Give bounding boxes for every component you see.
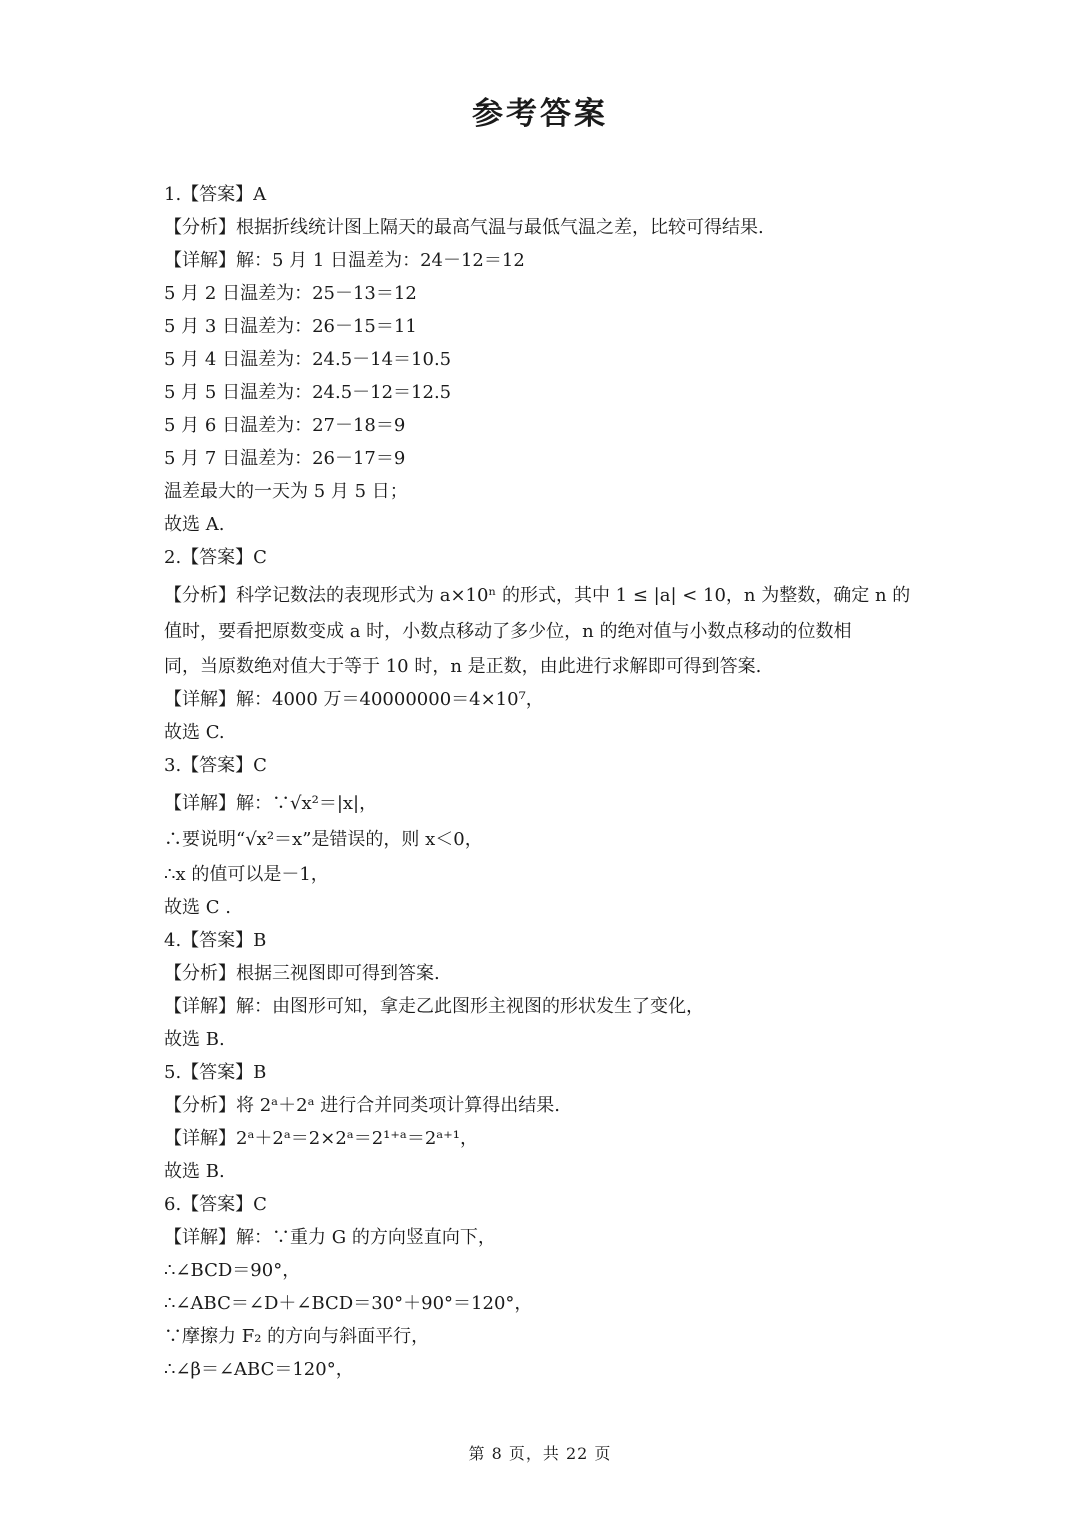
answer-line: 5 月 7 日温差为：26－17＝9 — [164, 448, 406, 469]
answer-line: 5.【答案】B — [164, 1062, 267, 1083]
page-title: 参考答案 — [472, 96, 608, 132]
answer-line: 故选 C . — [164, 897, 231, 918]
answer-line: 【分析】根据折线统计图上隔天的最高气温与最低气温之差，比较可得结果. — [164, 217, 764, 238]
answer-line: 故选 C. — [164, 722, 225, 743]
answer-line: 故选 B. — [164, 1029, 225, 1050]
answer-line: 4.【答案】B — [164, 930, 267, 951]
answer-line: 6.【答案】C — [164, 1194, 267, 1215]
answer-line: 温差最大的一天为 5 月 5 日； — [164, 481, 408, 502]
answer-line: 【分析】将 2ᵃ＋2ᵃ 进行合并同类项计算得出结果. — [164, 1095, 560, 1116]
answer-line: 故选 A. — [164, 514, 225, 535]
answer-line: 5 月 4 日温差为：24.5－14＝10.5 — [164, 349, 452, 370]
answer-line: 【详解】2ᵃ＋2ᵃ＝2×2ᵃ＝2¹⁺ᵃ＝2ᵃ⁺¹， — [164, 1128, 478, 1149]
answer-line: 同，当原数绝对值大于等于 10 时，n 是正数，由此进行求解即可得到答案. — [164, 656, 762, 677]
answer-line: 5 月 2 日温差为：25－13＝12 — [164, 283, 417, 304]
answer-line: 【详解】解：∵重力 G 的方向竖直向下， — [164, 1227, 496, 1248]
answer-line: 【详解】解：4000 万＝40000000＝4×10⁷， — [164, 689, 544, 710]
answer-line: 5 月 3 日温差为：26－15＝11 — [164, 316, 417, 337]
page-footer: 第 8 页，共 22 页 — [468, 1444, 612, 1463]
answer-line: 2.【答案】C — [164, 547, 267, 568]
answer-line: ∵摩擦力 F₂ 的方向与斜面平行， — [164, 1326, 430, 1347]
answer-line: ∴∠BCD＝90°， — [164, 1260, 301, 1281]
answer-line: 3.【答案】C — [164, 755, 267, 776]
answer-line: 【详解】解：∵√x²＝|x|， — [164, 793, 378, 814]
answer-line: 值时，要看把原数变成 a 时，小数点移动了多少位，n 的绝对值与小数点移动的位数相 — [164, 621, 852, 642]
answer-content — [164, 178, 924, 1386]
answer-line: 【详解】解：由图形可知，拿走乙此图形主视图的形状发生了变化， — [164, 996, 704, 1017]
answer-line: ∴要说明“√x²＝x”是错误的，则 x＜0， — [164, 829, 483, 850]
answer-line: 5 月 5 日温差为：24.5－12＝12.5 — [164, 382, 452, 403]
answer-line: 5 月 6 日温差为：27－18＝9 — [164, 415, 406, 436]
answer-line: 【分析】科学记数法的表现形式为 a×10ⁿ 的形式，其中 1 ≤ |a| < 10，n 为整数，确定 n 的 — [164, 585, 911, 606]
answer-line: 【详解】解：5 月 1 日温差为：24－12＝12 — [164, 250, 525, 271]
answer-line: 故选 B. — [164, 1161, 225, 1182]
answer-line: ∴x 的值可以是－1， — [164, 864, 329, 885]
answer-line: 1.【答案】A — [164, 184, 267, 205]
answer-line: ∴∠β＝∠ABC＝120°， — [164, 1359, 354, 1380]
answer-line: ∴∠ABC＝∠D＋∠BCD＝30°＋90°＝120°， — [164, 1293, 533, 1314]
answer-line: 【分析】根据三视图即可得到答案. — [164, 963, 440, 984]
